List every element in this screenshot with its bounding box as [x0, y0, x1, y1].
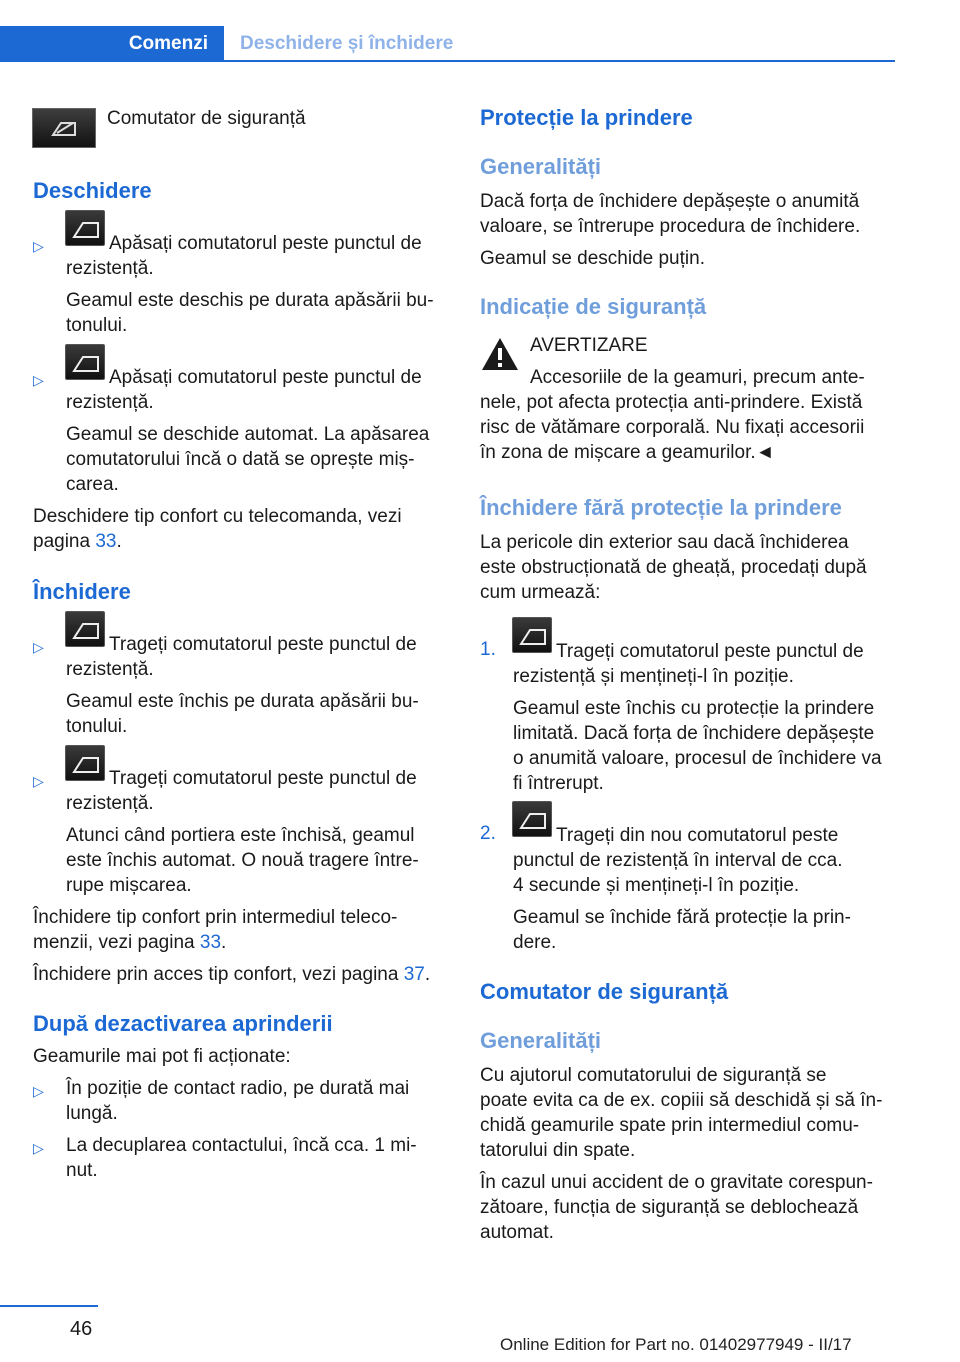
window-button-icon [65, 745, 105, 781]
heading-comutator-siguranta: Comutator de siguranță [480, 979, 729, 1004]
period: . [424, 964, 431, 985]
open1-text-a: Apăsați comutatorul peste punctul de [109, 233, 422, 254]
comfort-open-line [33, 529, 122, 554]
close2-text-d: este închis automat. O nouă tragere între‐ [66, 850, 419, 871]
np-c: cum urmează: [480, 582, 601, 603]
heading-dupa-dezactivare: După dezactivarea aprinderii [33, 1011, 333, 1036]
bullet-triangle: ▷ [33, 372, 44, 388]
ss-a: Cu ajutorul comutatorului de siguranță se [480, 1065, 827, 1086]
comfort-open-a: Deschidere tip confort cu telecomanda, vezi [33, 506, 402, 527]
bullet-triangle: ▷ [33, 1140, 44, 1156]
warning-title: AVERTIZARE [530, 335, 648, 356]
heading-protectie-prindere: Protecție la prindere [480, 105, 693, 130]
window-button-icon [512, 617, 552, 653]
close2-text-c: Atunci când portiera este închisă, geamul [66, 825, 415, 846]
open1-text-c: Geamul este deschis pe durata apăsării bu‐ [66, 290, 434, 311]
step1-c: Geamul este închis cu protecție la prindere [513, 698, 875, 719]
after-intro: Geamurile mai pot fi acționate: [33, 1046, 291, 1067]
tab-comenzi[interactable]: Comenzi [0, 26, 224, 62]
comfort-close-b: menzii, vezi pagina [33, 932, 200, 953]
gen1-c: Geamul se deschide puțin. [480, 248, 705, 269]
after2-b: nut. [66, 1160, 98, 1181]
page-link-37[interactable]: 37 [403, 964, 425, 985]
heading-deschidere: Deschidere [33, 178, 152, 203]
warn-c: risc de vătămare corporală. Nu fixați accesorii [480, 417, 865, 438]
safety-switch-label: Comutator de siguranță [107, 108, 306, 129]
step2-e: dere. [513, 932, 557, 953]
period: . [116, 531, 122, 552]
window-button-icon [65, 344, 105, 380]
page-link-33[interactable]: 33 [95, 531, 117, 552]
close2-text-b: rezistență. [66, 793, 154, 814]
heading-indicatie-siguranta: Indicație de siguranță [480, 294, 707, 319]
close2-text-a: Trageți comutatorul peste punctul de [109, 768, 417, 789]
open2-text-a: Apăsați comutatorul peste punctul de [109, 367, 422, 388]
period: . [221, 932, 227, 953]
bullet-triangle: ▷ [33, 238, 44, 254]
comfort-open-b: pagina [33, 531, 96, 552]
step2-d: Geamul se închide fără protecție la prin‐ [513, 907, 851, 928]
window-button-icon [65, 611, 105, 647]
heading-inchidere: Închidere [33, 579, 131, 604]
bullet-triangle: ▷ [33, 1083, 44, 1099]
safety-switch-icon [32, 108, 96, 148]
ss-f: zătoare, funcția de siguranță se deblochează [480, 1197, 859, 1218]
warn-b: nele, pot afecta protecția anti-prindere. Există [480, 392, 863, 413]
step1-a: Trageți comutatorul peste punctul de [556, 641, 864, 662]
ss-e: În cazul unui accident de o gravitate corespun‐ [480, 1172, 873, 1193]
open2-text-c: Geamul se deschide automat. La apăsarea [66, 424, 430, 445]
open2-text-b: rezistență. [66, 392, 154, 413]
ss-b: poate evita ca de ex. copiii să deschidă și să în‐ [480, 1090, 883, 1111]
after1-a: În poziție de contact radio, pe durată mai [66, 1078, 410, 1099]
ss-g: automat. [480, 1222, 554, 1243]
open2-text-e: carea. [66, 474, 119, 495]
np-b: este obstrucționată de gheață, procedați după [480, 557, 867, 578]
access-close-line [33, 962, 430, 987]
access-close-a: Închidere prin acces tip confort, vezi pagina [33, 964, 404, 985]
step1-d: limitată. Dacă forța de închidere depășește [513, 723, 875, 744]
close2-text-e: rupe mișcarea. [66, 875, 192, 896]
close1-text-a: Trageți comutatorul peste punctul de [109, 634, 417, 655]
step-number-1: 1. [480, 639, 496, 660]
bullet-triangle: ▷ [33, 773, 44, 789]
bullet-triangle: ▷ [33, 639, 44, 655]
footer-rule [0, 1305, 98, 1307]
step2-c: 4 secunde și mențineți-l în poziție. [513, 875, 800, 896]
after2-a: La decuplarea contactului, încă cca. 1 mi‐ [66, 1135, 417, 1156]
window-button-icon [512, 801, 552, 837]
gen1-a: Dacă forța de închidere depășește o anumită [480, 191, 860, 212]
warn-a: Accesoriile de la geamuri, precum ante‐ [530, 367, 865, 388]
comfort-close-a: Închidere tip confort prin intermediul teleco‐ [33, 907, 398, 928]
comfort-close-line [33, 930, 226, 955]
step2-b: punctul de rezistență în interval de cca. [513, 850, 843, 871]
close1-text-d: tonului. [66, 716, 128, 737]
ss-c: chidă geamurile spate prin intermediul comu‐ [480, 1115, 860, 1136]
tab-deschidere-inchidere[interactable]: Deschidere și închidere [240, 33, 454, 54]
warning-icon [480, 336, 520, 377]
ss-d: tatorului din spate. [480, 1140, 636, 1161]
page-number: 46 [70, 1318, 93, 1340]
close1-text-c: Geamul este închis pe durata apăsării bu‐ [66, 691, 419, 712]
warn-d: în zona de mișcare a geamurilor.◄ [480, 442, 775, 463]
open1-text-d: tonului. [66, 315, 128, 336]
window-button-icon [65, 210, 105, 246]
page-header [0, 26, 895, 62]
heading-generalitati-1: Generalități [480, 154, 602, 179]
page-link-33[interactable]: 33 [199, 932, 222, 953]
heading-inchidere-fara-protectie: Închidere fără protecție la prindere [480, 495, 842, 520]
gen1-b: valoare, se întrerupe procedura de închidere. [480, 216, 861, 237]
close1-text-b: rezistență. [66, 659, 154, 680]
step-number-2: 2. [480, 823, 496, 844]
step1-f: fi întrerupt. [513, 773, 604, 794]
open1-text-b: rezistență. [66, 258, 154, 279]
heading-generalitati-2: Generalități [480, 1028, 602, 1053]
step1-e: o anumită valoare, procesul de închidere va [513, 748, 882, 769]
np-a: La pericole din exterior sau dacă închiderea [480, 532, 849, 553]
header-rule [0, 60, 895, 62]
step2-a: Trageți din nou comutatorul peste [556, 825, 839, 846]
open2-text-d: comutatorului încă o dată se oprește miș‐ [66, 449, 415, 470]
step1-b: rezistență și mențineți-l în poziție. [513, 666, 794, 687]
after1-b: lungă. [66, 1103, 118, 1124]
edition-text: Online Edition for Part no. 01402977949 - II/17 [500, 1335, 852, 1354]
